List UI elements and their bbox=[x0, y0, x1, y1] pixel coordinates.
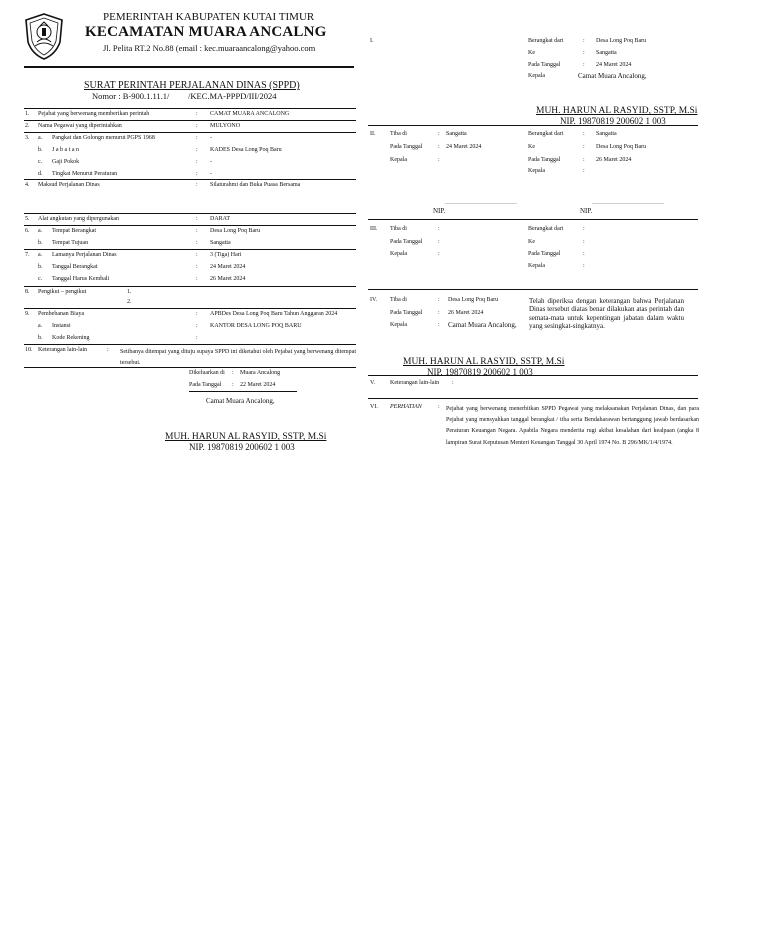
sec6-text: Pejabat yang berwenang menerbitkan SPPD Pegawai yang melaksanakan Perjalanan Dinas, dan para Pejabat yang mensyahkan tanggal berangkat / tiba serta Bendaharawan bertanggung jawab berdasarkan Peraturan Keuangan Negara. Apabila Negara menderita rugi akibat kesalahan dari kealpaan (angka 8 lampiran Surat Keputusan Menteri Keuangan Tanggal 30 April 1974 No. B 296/MK/1/4/1974. bbox=[446, 406, 699, 446]
field-label: Berangkat dari bbox=[528, 131, 564, 137]
district-title: KECAMATAN MUARA ANCALNG bbox=[85, 24, 327, 40]
table-rule bbox=[24, 108, 356, 109]
kutai-timur-emblem-icon bbox=[24, 12, 64, 60]
row-colon: : bbox=[196, 276, 198, 282]
field-label: Kepala bbox=[390, 157, 407, 163]
field-label: Tiba di bbox=[390, 131, 407, 137]
sec2-right-dots: ……………………………… bbox=[592, 200, 664, 206]
row-colon: : bbox=[196, 311, 198, 317]
sec5-colon: : bbox=[452, 380, 454, 386]
row-value: - bbox=[210, 135, 212, 141]
sec1-signer-nip: NIP. 19870819 200602 1 003 bbox=[560, 116, 666, 126]
row-colon: : bbox=[196, 147, 198, 153]
field-value: Desa Long Poq Baru bbox=[448, 297, 499, 303]
row-colon: : bbox=[196, 264, 198, 270]
field-colon: : bbox=[438, 322, 440, 328]
issued-date-value: 22 Maret 2024 bbox=[240, 382, 276, 388]
table-rule bbox=[24, 286, 356, 287]
row-label: Maksud Perjalanan Dinas bbox=[38, 182, 100, 188]
field-colon: : bbox=[583, 157, 585, 163]
field-colon: : bbox=[583, 50, 585, 56]
issued-date-colon: : bbox=[232, 382, 234, 388]
row-value: MULYONO bbox=[210, 123, 241, 129]
field-colon: : bbox=[583, 62, 585, 68]
table-rule bbox=[24, 308, 356, 309]
row-label: Instansi bbox=[52, 323, 71, 329]
sec1-divider bbox=[368, 125, 698, 126]
field-label: Kepala bbox=[390, 322, 407, 328]
row-label: Tempat Berangkat bbox=[52, 228, 97, 234]
row-value: 26 Maret 2024 bbox=[210, 276, 246, 282]
signer-name: MUH. HARUN AL RASYID, SSTP, M.Si bbox=[165, 432, 327, 442]
row-colon: : bbox=[196, 159, 198, 165]
row-label: Pangkat dan Golongn menurut PGPS 1968 bbox=[52, 135, 155, 141]
field-value: 24 Maret 2024 bbox=[446, 144, 482, 150]
sec3-num: III. bbox=[370, 226, 378, 232]
field-value: 26 Maret 2024 bbox=[448, 310, 484, 316]
row-label: J a b a t a n bbox=[52, 147, 79, 153]
row-value: Desa Long Poq Baru bbox=[210, 228, 261, 234]
row-label: Pengikut – pengikut bbox=[38, 289, 87, 295]
field-label: Ke bbox=[528, 50, 535, 56]
field-label: Tiba di bbox=[390, 297, 407, 303]
field-value: 24 Maret 2024 bbox=[596, 62, 632, 68]
sec5-label: Keterangan lain-lain bbox=[390, 380, 440, 386]
row-label: Tanggal Berangkat bbox=[52, 264, 98, 270]
row-sub-letter: b. bbox=[38, 335, 43, 341]
sec5-num: V. bbox=[370, 380, 376, 386]
sec6-label: PERHATIAN bbox=[390, 404, 422, 410]
sec6-colon: : bbox=[438, 404, 440, 410]
field-colon: : bbox=[438, 251, 440, 257]
follower-item: 2. bbox=[127, 299, 132, 305]
issued-at-colon: : bbox=[232, 370, 234, 376]
field-colon: : bbox=[438, 157, 440, 163]
issued-at-value: Muara Ancalong bbox=[240, 370, 281, 376]
row-number: 4. bbox=[25, 182, 30, 188]
row-label: Lamanya Perjalanan Dinas bbox=[52, 252, 117, 258]
table-bottom-line bbox=[24, 367, 356, 368]
sec2-divider bbox=[368, 219, 698, 220]
sec2-left-dots: ……………………………… bbox=[445, 200, 517, 206]
field-colon: : bbox=[583, 131, 585, 137]
row-value: KANTOR DESA LONG POQ BARU bbox=[210, 323, 302, 329]
sec1-signer-name: MUH. HARUN AL RASYID, SSTP, M.Si bbox=[536, 106, 698, 116]
row-label: Alat angkutan yang dipergunakan bbox=[38, 216, 120, 222]
table-rule bbox=[24, 120, 356, 121]
field-colon: : bbox=[583, 168, 585, 174]
row-number: 2. bbox=[25, 123, 30, 129]
row-number: 7. bbox=[25, 252, 30, 258]
row-sub-letter: a. bbox=[38, 228, 43, 234]
row-label: Tempat Tujuan bbox=[52, 240, 89, 246]
sec4-num: IV. bbox=[370, 297, 378, 303]
table-rule bbox=[24, 132, 356, 133]
field-label: Pada Tanggal bbox=[390, 310, 423, 316]
field-label: Kepala bbox=[528, 263, 545, 269]
sec4-note: Telah diperiksa dengan keterangan bahwa Perjalanan Dinas tersebut diatas benar dilakukan atas perintah dan semata-mata untuk kepentingan jabatan dalam waktu yang sesingkat-singkatnya. bbox=[529, 297, 684, 330]
field-label: Berangkat dari bbox=[528, 38, 564, 44]
row-value: 3 (Tiga) Hari bbox=[210, 252, 242, 258]
row-10-label: Keterangan lain-lain bbox=[38, 347, 88, 353]
row-number: 8. bbox=[25, 289, 30, 295]
row-label: Pembebanan Biaya bbox=[38, 311, 85, 317]
row-colon: : bbox=[196, 111, 198, 117]
field-colon: : bbox=[583, 38, 585, 44]
row-value: APBDes Desa Long Poq Baru Tahun Anggaran 2024 bbox=[210, 311, 338, 317]
field-colon: : bbox=[438, 131, 440, 137]
issued-underline bbox=[189, 391, 297, 392]
row-label: Kode Rekening bbox=[52, 335, 90, 341]
issued-date-label: Pada Tanggal bbox=[189, 382, 222, 388]
field-colon: : bbox=[438, 310, 440, 316]
doc-number-code: /KEC.MA-PPPD/III/2024 bbox=[188, 91, 277, 101]
sec1-kepala-value: Camat Muara Ancalong, bbox=[578, 72, 647, 80]
row-10-no: 10. bbox=[25, 347, 33, 353]
field-value: Sangatta bbox=[596, 131, 617, 137]
doc-title: SURAT PERINTAH PERJALANAN DINAS (SPPD) bbox=[84, 80, 300, 91]
row-colon: : bbox=[196, 171, 198, 177]
signer-nip: NIP. 19870819 200602 1 003 bbox=[189, 442, 295, 452]
row-sub-letter: a. bbox=[38, 252, 43, 258]
row-label: Tanggal Harus Kembali bbox=[52, 276, 110, 282]
row-colon: : bbox=[196, 182, 198, 188]
row-colon: : bbox=[196, 216, 198, 222]
sec4-signer-name: MUH. HARUN AL RASYID, SSTP, M.Si bbox=[403, 357, 565, 367]
field-label: Pada Tanggal bbox=[528, 62, 561, 68]
table-rule bbox=[24, 213, 356, 214]
field-label: Ke bbox=[528, 239, 535, 245]
sec4-divider bbox=[368, 375, 698, 376]
field-label: Kepala bbox=[390, 251, 407, 257]
field-label: Pada Tanggal bbox=[390, 144, 423, 150]
row-value: - bbox=[210, 171, 212, 177]
field-colon: : bbox=[438, 226, 440, 232]
row-number: 5. bbox=[25, 216, 30, 222]
row-colon: : bbox=[196, 323, 198, 329]
letterhead-divider bbox=[24, 66, 354, 68]
row-10-text: Setibanya ditempat yang dituju supaya SPPD ini diketahui oleh Pejabat yang berwenang ditempat tersebut. bbox=[120, 349, 356, 366]
row-value: DARAT bbox=[210, 216, 231, 222]
field-value: Sangatta bbox=[446, 131, 467, 137]
field-colon: : bbox=[438, 239, 440, 245]
field-colon: : bbox=[438, 297, 440, 303]
field-value: Desa Long Poq Baru bbox=[596, 38, 647, 44]
field-label: Kepala bbox=[528, 168, 545, 174]
field-colon: : bbox=[583, 251, 585, 257]
row-colon: : bbox=[196, 252, 198, 258]
field-label: Ke bbox=[528, 144, 535, 150]
table-rule bbox=[24, 179, 356, 180]
sec5-divider bbox=[368, 398, 698, 399]
row-colon: : bbox=[196, 228, 198, 234]
row-value: Silaturahmi dan Buka Puasa Bersama bbox=[210, 182, 301, 188]
row-10-colon: : bbox=[107, 347, 109, 353]
row-sub-letter: b. bbox=[38, 264, 43, 270]
sec3-divider bbox=[368, 289, 698, 290]
field-colon: : bbox=[583, 239, 585, 245]
field-colon: : bbox=[583, 226, 585, 232]
field-value: Sangatta bbox=[596, 50, 617, 56]
row-label: Pejabat yang berwenang memberikan perintah bbox=[38, 111, 150, 117]
issued-at-label: Dikeluarkan di bbox=[189, 370, 225, 376]
row-value: Sangatta bbox=[210, 240, 231, 246]
address-line: Jl. Pelita RT.2 No.88 (email : kec.muaraancalong@yahoo.com bbox=[103, 43, 316, 53]
field-label: Berangkat dari bbox=[528, 226, 564, 232]
table-rule bbox=[24, 344, 356, 345]
table-rule bbox=[24, 249, 356, 250]
row-colon: : bbox=[196, 335, 198, 341]
field-label: Pada Tanggal bbox=[528, 157, 561, 163]
row-sub-letter: c. bbox=[38, 276, 43, 282]
field-value: 26 Maret 2024 bbox=[596, 157, 632, 163]
field-colon: : bbox=[583, 263, 585, 269]
sec1-kepala-label: Kepala bbox=[528, 73, 545, 79]
row-label: Nama Pegawai yang diperintahkan bbox=[38, 123, 122, 129]
row-value: CAMAT MUARA ANCALONG bbox=[210, 111, 290, 117]
row-number: 1. bbox=[25, 111, 30, 117]
sec4-signer-nip: NIP. 19870819 200602 1 003 bbox=[427, 367, 533, 377]
field-colon: : bbox=[583, 144, 585, 150]
row-sub-letter: d. bbox=[38, 171, 43, 177]
field-label: Pada Tanggal bbox=[390, 239, 423, 245]
row-colon: : bbox=[196, 135, 198, 141]
row-number: 3. bbox=[25, 135, 30, 141]
sec2-num: II. bbox=[370, 131, 376, 137]
row-sub-letter: c. bbox=[38, 159, 43, 165]
row-sub-letter: a. bbox=[38, 135, 43, 141]
sec6-num: VI. bbox=[370, 404, 378, 410]
row-number: 6. bbox=[25, 228, 30, 234]
row-sub-letter: b. bbox=[38, 147, 43, 153]
field-value: Camat Muara Ancalong, bbox=[448, 321, 517, 329]
table-rule bbox=[24, 225, 356, 226]
row-label: Tingkat Menurut Peraturan bbox=[52, 171, 118, 177]
row-colon: : bbox=[196, 240, 198, 246]
sec2-left-nip: NIP. bbox=[433, 207, 446, 215]
row-value: 24 Maret 2024 bbox=[210, 264, 246, 270]
signer-title: Camat Muara Ancalong, bbox=[206, 397, 275, 405]
row-sub-letter: b. bbox=[38, 240, 43, 246]
doc-number-label: Nomor : B-900.1.11.1/ bbox=[92, 91, 170, 101]
row-label: Gaji Pokok bbox=[52, 159, 80, 165]
row-value: - bbox=[210, 159, 212, 165]
field-label: Tiba di bbox=[390, 226, 407, 232]
row-sub-letter: a. bbox=[38, 323, 43, 329]
field-value: Desa Long Poq Baru bbox=[596, 144, 647, 150]
field-label: Pada Tanggal bbox=[528, 251, 561, 257]
row-value: KADES Desa Long Poq Baru bbox=[210, 147, 282, 153]
row-number: 9. bbox=[25, 311, 30, 317]
field-colon: : bbox=[438, 144, 440, 150]
row-colon: : bbox=[196, 123, 198, 129]
sec1-num: I. bbox=[370, 38, 374, 44]
gov-title: PEMERINTAH KABUPATEN KUTAI TIMUR bbox=[103, 11, 315, 23]
follower-item: 1. bbox=[127, 289, 132, 295]
sec2-right-nip: NIP. bbox=[580, 207, 593, 215]
